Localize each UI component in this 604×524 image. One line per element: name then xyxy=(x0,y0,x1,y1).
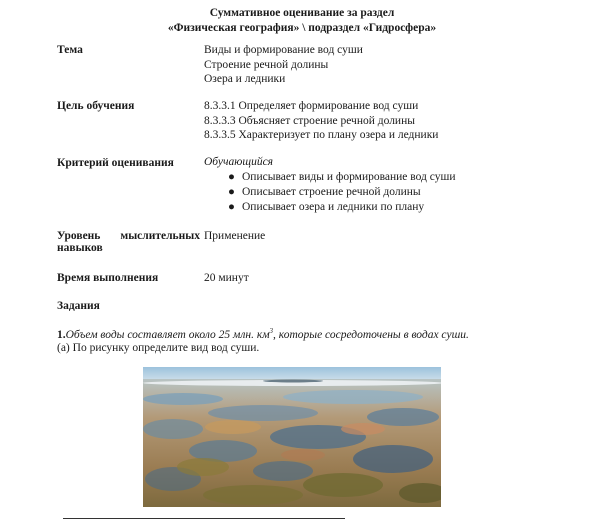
level-value: Применение xyxy=(204,230,266,242)
question-1: 1.Объем воды составляет около 25 млн. $км^3$, которые сосредоточены в водах суши. xyxy=(57,327,469,341)
goal-label: Цель обучения xyxy=(57,100,135,112)
time-value: 20 минут xyxy=(204,272,249,284)
topic-label: Тема xyxy=(57,44,83,56)
goal-item: 8.3.3.5 Характеризует по плану озера и ледники xyxy=(204,129,439,141)
criteria-values xyxy=(204,155,456,215)
level-label: Уровень мыслительных навыков xyxy=(57,230,200,254)
topic-item: Виды и формирование вод суши xyxy=(204,44,363,56)
question-1a: (a) По рисунку определите вид вод суши. xyxy=(57,342,260,354)
tasks-heading: Задания xyxy=(57,300,100,312)
criteria-label: Критерий оценивания xyxy=(57,157,174,169)
criteria-list xyxy=(204,170,456,215)
wetland-aerial-image xyxy=(143,367,441,507)
bullet-icon: ● xyxy=(228,201,235,213)
criteria-subject: Обучающийся xyxy=(204,156,274,168)
bullet-icon: ● xyxy=(228,171,235,183)
list-item: ● Описывает виды и формирование вод суши xyxy=(228,171,456,183)
topic-item: Озера и ледники xyxy=(204,73,286,85)
question-number: 1 xyxy=(57,328,63,341)
document-title-line2: «Физическая география» \ подраздел «Гидросфера» xyxy=(167,22,437,34)
topic-values xyxy=(204,43,363,87)
goal-values xyxy=(204,99,438,143)
goal-item: 8.3.3.1 Определяет формирование вод суши xyxy=(204,100,419,112)
list-item: ● Описывает строение речной долины xyxy=(228,186,421,198)
topic-item: Строение речной долины xyxy=(204,58,329,71)
bullet-icon: ● xyxy=(228,186,235,198)
footnote-rule xyxy=(63,518,345,519)
goal-item: 8.3.3.3 Объясняет строение речной долины xyxy=(204,114,415,127)
list-item: ● Описывает озера и ледники по плану xyxy=(228,201,425,213)
time-label: Время выполнения xyxy=(57,272,159,284)
document-title-line1: Суммативное оценивание за раздел xyxy=(209,7,395,19)
